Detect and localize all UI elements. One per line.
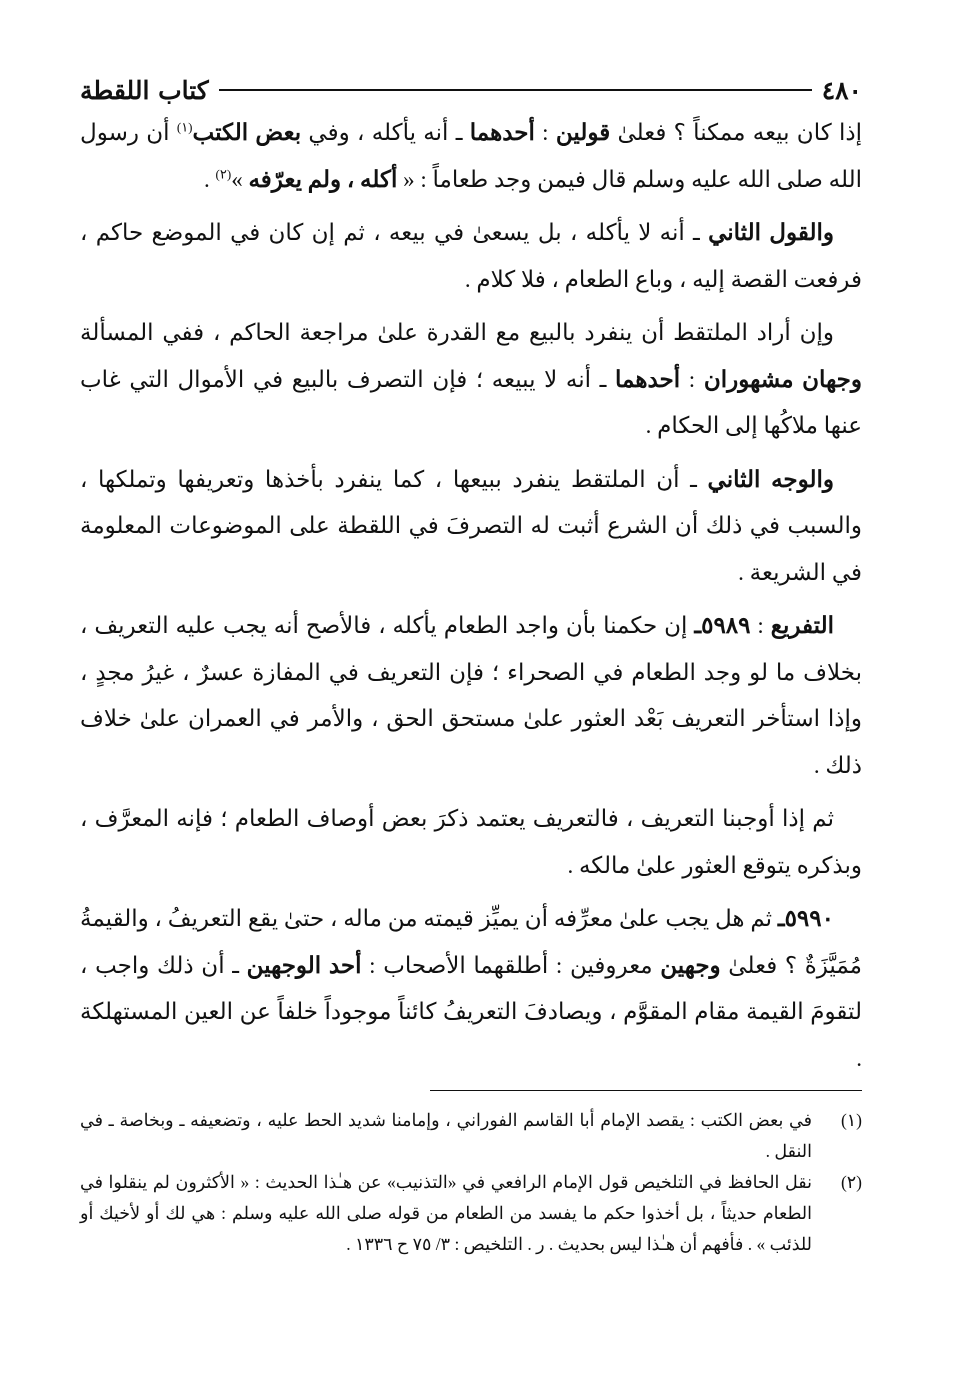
chapter-title: كتاب اللقطة (80, 75, 209, 105)
bold-term: ٥٩٨٩ـ (694, 613, 751, 638)
paragraph (80, 796, 862, 889)
footnote-number: (٢) (840, 1172, 862, 1192)
bold-term: والقول الثاني (708, 220, 834, 245)
bold-term: وجهان مشهوران (703, 366, 862, 392)
footnotes (80, 1105, 862, 1260)
text-run: ـ أنه لا يأكله ، بل يسعىٰ في بيعه ، ثم إن كان في الموضع حاكم ، فرفعت القصة إليه ، وباع الطعام ، فلا كلام . (80, 220, 862, 292)
bold-term: والوجه الثاني (707, 466, 834, 492)
book-page (80, 70, 862, 1260)
bold-term: أحدهما (615, 366, 681, 392)
footnote (80, 1167, 862, 1260)
bold-term: بعض الكتب (192, 120, 302, 145)
footnote-separator (430, 1090, 862, 1091)
main-text (80, 110, 862, 1082)
footnote (80, 1105, 862, 1167)
footnote-number: (١) (840, 1110, 862, 1130)
text-run: : (534, 120, 556, 145)
text-run: أن رسول الله صلى الله عليه وسلم قال فيمن وجد طعاماً : « (80, 120, 862, 192)
bold-term: أحدهما (469, 120, 535, 145)
paragraph (80, 457, 862, 597)
text-run: إذا كان بيعه ممكناً ؟ فعلىٰ (610, 120, 862, 145)
bold-term: التفريع (770, 613, 835, 638)
text-run: ـ أن ذلك واجب ، لتقومَ القيمة مقام المقوَّم ، ويصادفَ التعريفُ كائناً موجوداً خلفاً عن العين المستهلكة . (80, 952, 862, 1071)
footnote-ref: (٢) (215, 165, 232, 181)
page-number: ٤٨٠ (821, 75, 862, 105)
paragraph (80, 603, 862, 789)
text-run: ثم هل يجب علىٰ معرِّفه أن يميِّز قيمته من ماله ، حتىٰ يقع التعريفُ ، والقيمةُ مُمَيَّزَةٌ ؟ فعلىٰ (80, 906, 862, 978)
text-run: ـ أنه يأكله ، وفي (301, 120, 470, 145)
text-run: وإن أراد الملتقط أن ينفرد بالبيع مع القدرة علىٰ مراجعة الحاكم ، ففي المسألة (80, 320, 834, 345)
bold-term: وجهين (660, 952, 721, 978)
text-run: » (231, 166, 249, 192)
text-run: ـ أنه لا يبيعه ؛ فإن التصرف بالبيع في الأموال التي غاب عنها ملاكُها إلى الحكام . (80, 366, 862, 438)
bold-term: ٥٩٩٠ـ (777, 906, 834, 931)
text-run: إن حكمنا بأن واجد الطعام يأكله ، فالأصح أنه يجب عليه التعريف ، بخلاف ما لو وجد الطعام في الصحراء ؛ فإن التعريف في المفازة عسرٌ ، غيرُ مجدٍ ، وإذا استأخر التعريف بَعْد العثور علىٰ مستحق الحق ، والأمر في العمران علىٰ خلاف ذلك . (80, 613, 862, 778)
text-run: : (750, 613, 771, 638)
text-run: : (680, 366, 704, 392)
footnote-text: في بعض الكتب : يقصد الإمام أبا القاسم الفوراني ، وإمامنا شديد الحط عليه ، وتضعيفه ـ وبخاصة ـ في النقل . (80, 1110, 812, 1161)
text-run: معروفين : أطلقهما الأصحاب : (361, 952, 661, 978)
bold-term: أحد الوجهين (246, 952, 362, 978)
paragraph (80, 896, 862, 1082)
bold-term: أكله ، ولم يعرّفه (248, 166, 398, 192)
page-header (80, 70, 862, 110)
paragraph (80, 210, 862, 303)
paragraph (80, 310, 862, 450)
bold-term: قولين (555, 120, 611, 145)
footnote-ref: (١) (176, 119, 193, 135)
text-run: . (204, 166, 216, 192)
footnote-text: نقل الحافظ في التلخيص قول الإمام الرافعي في «التذنيب» عن هـٰذا الحديث : « الأكثرون لم ينقلوا في الطعام حديثاً ، بل أخذوا حكم ما يفسد من الطعام من قوله صلى الله عليه وسلم : هي لك أو لأخيك أو للذئب » . فأفهم أن هـٰذا ليس بحديث . ر . التلخيص : ٣/ ٧٥ ح ١٣٣٦ . (80, 1172, 812, 1254)
paragraph (80, 110, 862, 203)
text-run: ثم إذا أوجبنا التعريف ، فالتعريف يعتمد ذكرَ بعض أوصاف الطعام ؛ فإنه المعرَّف ، وبذكره يتوقع العثور علىٰ مالكه . (80, 806, 862, 878)
header-rule (219, 89, 812, 91)
text-run: ـ أن الملتقط ينفرد ببيعها ، كما ينفرد بأخذها وتعريفها وتملكها ، والسبب في ذلك أن الشرع أثبت له التصرفَ في اللقطة على الموضوعات المعلومة في الشريعة . (80, 466, 862, 585)
